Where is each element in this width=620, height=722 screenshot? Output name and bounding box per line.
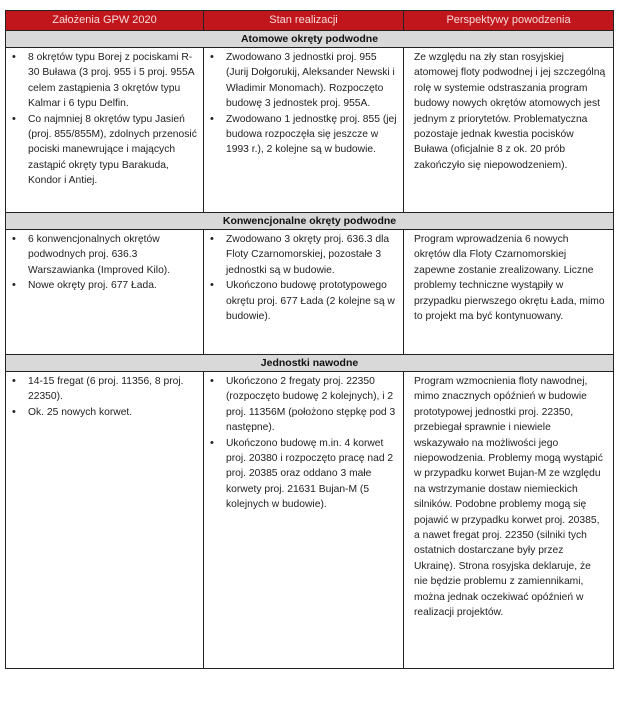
list-item: • Co najmniej 8 okrętów typu Jasień (proj. 855/855M), zdolnych przenosić pociski manewrujące i mających zastąpić okręty typu Barakuda, Kondor i Antiej.	[28, 112, 199, 189]
assumptions-list	[6, 232, 203, 294]
section-row	[6, 355, 614, 372]
assumptions-list	[6, 374, 203, 420]
list-item: • 8 okrętów typu Borej z pociskami R-30 Buława (3 proj. 955 i 5 proj. 955A celem zastąpienia 3 okrętów typu Kalmar i 6 typu Delfin.	[28, 50, 199, 112]
list-item: • 14-15 fregat (6 proj. 11356, 8 proj. 22350).	[28, 374, 199, 405]
status-list	[204, 374, 403, 513]
section-title-surface: Jednostki nawodne	[6, 355, 614, 372]
prospects-cell	[404, 372, 614, 669]
header-assumptions: Założenia GPW 2020	[6, 11, 204, 31]
document	[5, 10, 613, 669]
list-item: • Zwodowano 3 jednostki proj. 955 (Jurij Dołgorukij, Aleksander Newski i Władimir Monomach). Rozpoczęto budowę 3 jednostek proj. 955A.	[226, 50, 399, 112]
list-item: • Ukończono budowę prototypowego okrętu proj. 677 Łada (2 kolejne są w budowie).	[226, 278, 399, 324]
header-row	[6, 11, 614, 31]
assumptions-cell	[6, 48, 204, 213]
assumptions-cell	[6, 372, 204, 669]
prospects-cell	[404, 230, 614, 355]
table-row	[6, 372, 614, 669]
list-item: • 6 konwencjonalnych okrętów podwodnych proj. 636.3 Warszawianka (Improved Kilo).	[28, 232, 199, 278]
section-title-conventional: Konwencjonalne okręty podwodne	[6, 213, 614, 230]
assumptions-cell	[6, 230, 204, 355]
list-item: • Nowe okręty proj. 677 Łada.	[28, 278, 199, 293]
prospects-text: Program wprowadzenia 6 nowych okrętów dla Floty Czarnomorskiej zapewne zostanie zrealizowany. Liczne problemy techniczne wystąpiły w przypadku pierwszego okrętu Łada, mimo to projekt ma być kontynuowany.	[414, 234, 605, 323]
status-cell	[204, 230, 404, 355]
list-item: • Ok. 25 nowych korwet.	[28, 405, 199, 420]
status-list	[204, 50, 403, 158]
list-item: • Zwodowano 3 okręty proj. 636.3 dla Floty Czarnomorskiej, pozostałe 3 jednostki są w budowie.	[226, 232, 399, 278]
list-item: • Ukończono 2 fregaty proj. 22350 (rozpoczęto budowę 2 kolejnych), i 2 proj. 11356M (położono stępkę pod 3 następne).	[226, 374, 399, 436]
table-row	[6, 230, 614, 355]
prospects-cell	[404, 48, 614, 213]
section-row	[6, 213, 614, 230]
assumptions-list	[6, 50, 203, 189]
header-status: Stan realizacji	[204, 11, 404, 31]
list-item: • Zwodowano 1 jednostkę proj. 855 (jej budowa rozpoczęła się jeszcze w 1993 r.), 2 kolejne są w budowie.	[226, 112, 399, 158]
status-list	[204, 232, 403, 324]
table-row	[6, 48, 614, 213]
header-prospects: Perspektywy powodzenia	[404, 11, 614, 31]
status-cell	[204, 48, 404, 213]
prospects-text: Ze względu na zły stan rosyjskiej atomowej floty podwodnej i jej szczególną rolę w systemie odstraszania program budowy nowych okrętów atomowych jest jednym z priorytetów. Problematyczna pozostaje jednak kwestia pocisków Buława (oficjalnie 8 z ok. 20 prób zakończyło się niepowodzeniem).	[414, 52, 606, 171]
list-item: • Ukończono budowę m.in. 4 korwet proj. 20380 i rozpoczęto pracę nad 2 proj. 20385 oraz oddano 3 małe korwety proj. 21631 Bujan-M (5 kolejnych w budowie).	[226, 436, 399, 513]
status-cell	[204, 372, 404, 669]
section-title-nuclear: Atomowe okręty podwodne	[6, 31, 614, 48]
section-row	[6, 31, 614, 48]
program-table	[5, 10, 614, 669]
prospects-text: Program wzmocnienia floty nawodnej, mimo znacznych opóźnień w budowie prototypowej jednostki proj. 22350, przebiegał sprawnie i niewiele wskazywało na możliwości jego niepowodzenia. Problemy mogą wystąpić w przypadku korwet Bujan-M ze względu na wstrzymanie dostaw niemieckich silników. Podobne problemy mogą się pojawić w przypadku korwet proj. 20385, a nawet fregat proj. 22350 (silniki tych ostatnich dostarczane były przez Ukrainę). Strona rosyjska deklaruje, że nie będzie problemu z zamiennikami, można jednak oczekiwać opóźnień w realizacji projektów.	[414, 376, 603, 619]
